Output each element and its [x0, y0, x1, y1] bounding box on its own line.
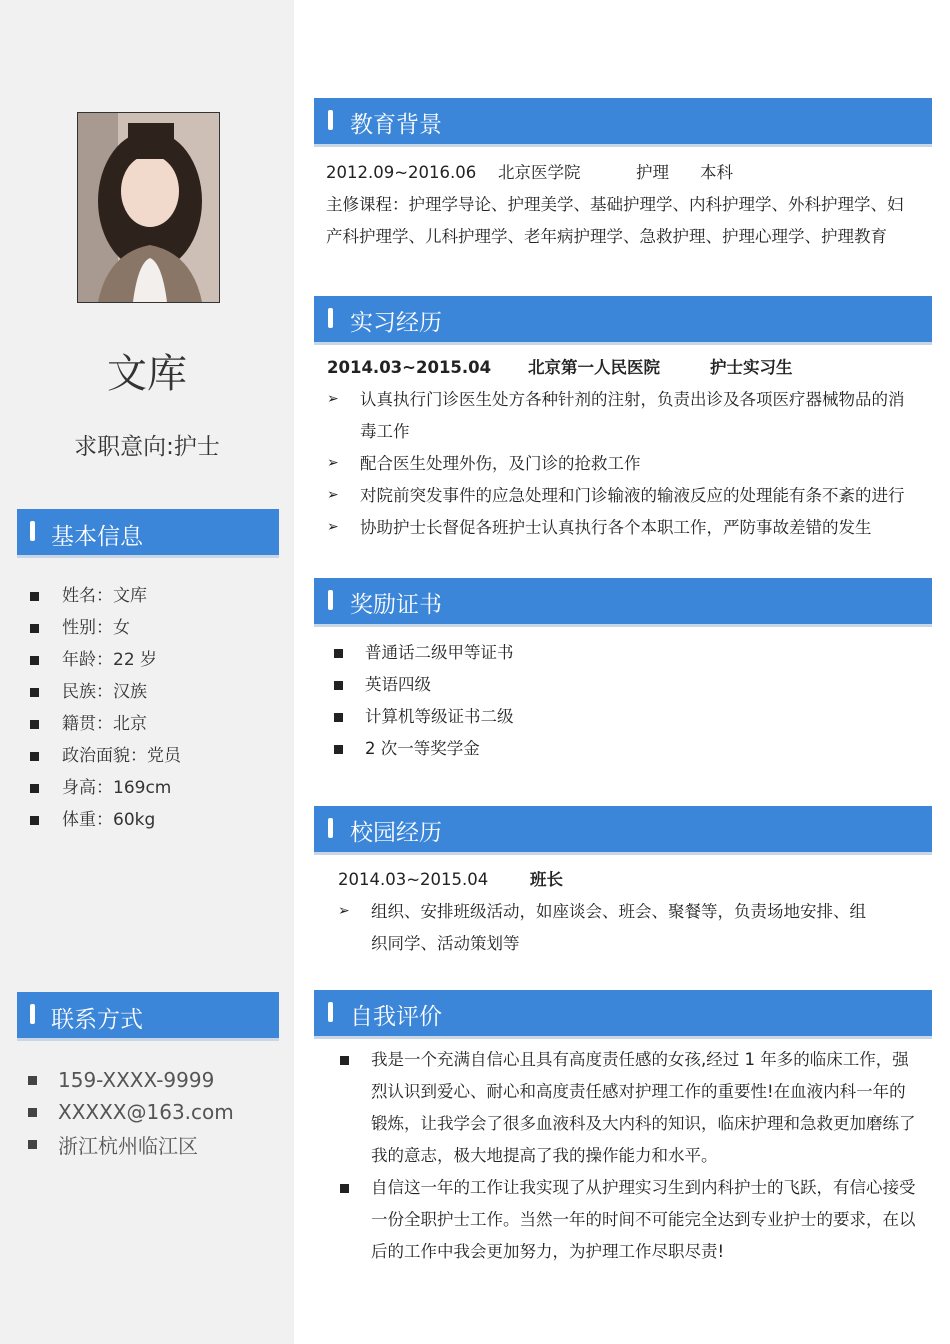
- contact-title: 联系方式: [51, 1007, 143, 1033]
- info-text: 姓名：文库: [62, 586, 147, 606]
- self-eval-header: [314, 990, 932, 1036]
- award-item: 普通话二级甲等证书: [365, 643, 514, 662]
- square-bullet-icon: [30, 752, 39, 761]
- internship-bullet-cont: 毒工作: [360, 422, 410, 441]
- email-text: XXXXX@163.com: [58, 1100, 234, 1124]
- header-marker: [30, 1004, 35, 1024]
- phone-item: [28, 1064, 234, 1096]
- internship-bullet: 协助护士长督促各班护士认真执行各个本职工作，严防事故差错的发生: [360, 518, 872, 537]
- info-text: 民族：汉族: [62, 682, 147, 702]
- square-bullet-icon: [30, 656, 39, 665]
- square-bullet-icon: [334, 713, 343, 722]
- address-item: [28, 1128, 234, 1160]
- square-bullet-icon: [30, 720, 39, 729]
- basic-info-title: 基本信息: [51, 524, 143, 550]
- square-bullet-icon: [28, 1076, 37, 1085]
- list-item: [30, 644, 181, 676]
- contact-list: [28, 1064, 234, 1160]
- internship-bullet: 对院前突发事件的应急处理和门诊输液的输液反应的处理能有条不紊的进行: [360, 486, 905, 505]
- education-header: [314, 98, 932, 144]
- square-bullet-icon: [30, 784, 39, 793]
- info-text: 籍贯：北京: [62, 714, 147, 734]
- info-text: 性别：女: [62, 618, 130, 638]
- contact-header: [17, 992, 279, 1038]
- self-eval-text: 自信这一年的工作让我实现了从护理实习生到内科护士的飞跃，有信心接受: [371, 1178, 916, 1197]
- header-marker: [328, 818, 333, 838]
- list-item: [30, 772, 181, 804]
- education-degree: 本科: [700, 163, 733, 182]
- info-text: 政治面貌：党员: [62, 746, 181, 766]
- campus-period: 2014.03~2015.04: [338, 870, 489, 889]
- internship-hospital: 北京第一人民医院: [528, 358, 660, 377]
- campus-title: 校园经历: [350, 820, 442, 846]
- square-bullet-icon: [30, 816, 39, 825]
- campus-bullet: 组织、安排班级活动，如座谈会、班会、聚餐等，负责场地安排、组: [371, 902, 866, 921]
- square-bullet-icon: [30, 688, 39, 697]
- candidate-name: 文库: [107, 351, 187, 397]
- header-marker: [30, 521, 35, 541]
- arrow-bullet-icon: ➢: [338, 903, 350, 919]
- internship-header: [314, 296, 932, 342]
- education-period: 2012.09~2016.06: [326, 163, 477, 182]
- list-item: [30, 580, 181, 612]
- address-text: 浙江杭州临江区: [58, 1133, 198, 1158]
- internship-period: 2014.03~2015.04: [327, 358, 492, 377]
- self-eval-text: 后的工作中我会更加努力，为护理工作尽职尽责!: [371, 1242, 725, 1261]
- internship-role: 护士实习生: [710, 358, 793, 377]
- self-eval-text: 我的意志，极大地提高了我的操作能力和水平。: [371, 1146, 718, 1165]
- award-item: 计算机等级证书二级: [365, 707, 514, 726]
- phone-text: 159-XXXX-9999: [58, 1068, 215, 1092]
- square-bullet-icon: [30, 592, 39, 601]
- basic-info-header: [17, 509, 279, 555]
- header-marker: [328, 110, 333, 130]
- arrow-bullet-icon: ➢: [327, 519, 339, 535]
- campus-header: [314, 806, 932, 852]
- header-marker: [328, 1002, 333, 1022]
- arrow-bullet-icon: ➢: [327, 455, 339, 471]
- awards-header: [314, 578, 932, 624]
- education-major: 护理: [636, 163, 669, 182]
- education-title: 教育背景: [350, 112, 442, 138]
- profile-photo: [77, 112, 220, 303]
- internship-title: 实习经历: [350, 310, 442, 336]
- square-bullet-icon: [334, 681, 343, 690]
- info-text: 体重：60kg: [62, 810, 156, 830]
- list-item: [30, 740, 181, 772]
- internship-bullet: 配合医生处理外伤，及门诊的抢救工作: [360, 454, 641, 473]
- square-bullet-icon: [28, 1108, 37, 1117]
- awards-title: 奖励证书: [350, 592, 442, 618]
- campus-role: 班长: [530, 870, 563, 889]
- square-bullet-icon: [334, 745, 343, 754]
- basic-info-list: [30, 580, 181, 836]
- list-item: [30, 804, 181, 836]
- square-bullet-icon: [30, 624, 39, 633]
- arrow-bullet-icon: ➢: [327, 391, 339, 407]
- education-school: 北京医学院: [498, 163, 581, 182]
- job-intent: 求职意向:护士: [74, 434, 220, 460]
- header-marker: [328, 590, 333, 610]
- header-marker: [328, 308, 333, 328]
- list-item: [30, 612, 181, 644]
- arrow-bullet-icon: ➢: [327, 487, 339, 503]
- list-item: [30, 676, 181, 708]
- square-bullet-icon: [334, 649, 343, 658]
- award-item: 2 次一等奖学金: [365, 739, 480, 758]
- self-eval-title: 自我评价: [350, 1004, 442, 1030]
- campus-bullet-cont: 织同学、活动策划等: [371, 934, 520, 953]
- self-eval-text: 锻炼，让我学会了很多血液科及大内科的知识，临床护理和急救更加磨练了: [371, 1114, 916, 1133]
- square-bullet-icon: [28, 1140, 37, 1149]
- education-courses: 主修课程：护理学导论、护理美学、基础护理学、内科护理学、外科护理学、妇: [326, 195, 904, 214]
- info-text: 年龄：22 岁: [62, 650, 158, 670]
- award-item: 英语四级: [365, 675, 431, 694]
- self-eval-text: 我是一个充满自信心且具有高度责任感的女孩,经过 1 年多的临床工作，强: [371, 1050, 909, 1069]
- email-item: [28, 1096, 234, 1128]
- square-bullet-icon: [340, 1184, 349, 1193]
- square-bullet-icon: [340, 1056, 349, 1065]
- education-courses-cont: 产科护理学、儿科护理学、老年病护理学、急救护理、护理心理学、护理教育: [326, 227, 887, 246]
- self-eval-text: 烈认识到爱心、耐心和高度责任感对护理工作的重要性!在血液内科一年的: [371, 1082, 906, 1101]
- info-text: 身高：169cm: [62, 778, 172, 798]
- internship-bullet: 认真执行门诊医生处方各种针剂的注射，负责出诊及各项医疗器械物品的消: [360, 390, 905, 409]
- self-eval-text: 一份全职护士工作。当然一年的时间不可能完全达到专业护士的要求，在以: [371, 1210, 916, 1229]
- list-item: [30, 708, 181, 740]
